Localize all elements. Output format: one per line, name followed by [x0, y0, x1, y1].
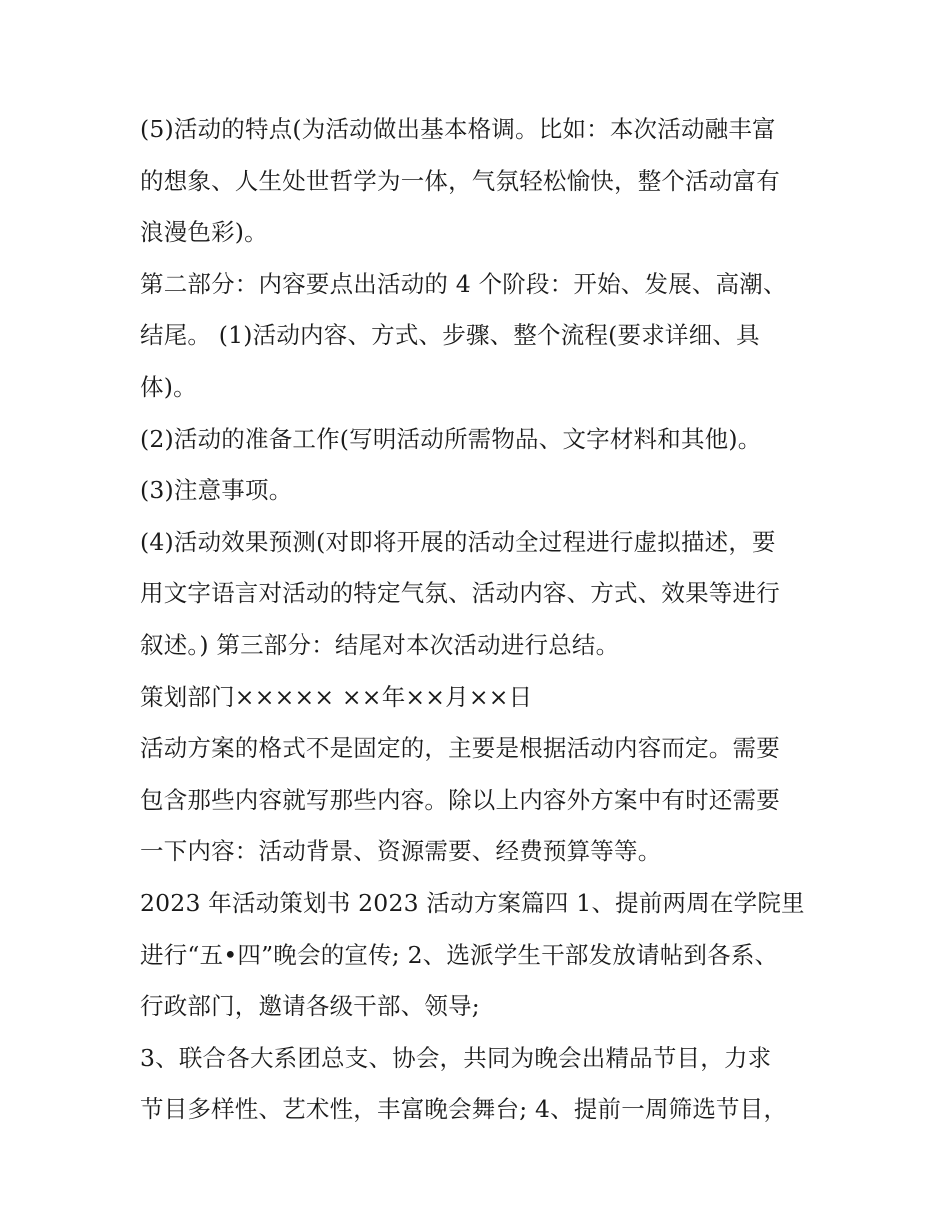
text-line: 行政部门，邀请各级干部、领导; [140, 992, 480, 1021]
text-line: 的想象、人生处世哲学为一体，气氛轻松愉快，整个活动富有 [140, 166, 780, 195]
text-line: 3、联合各大系团总支、协会，共同为晚会出精品节目，力求 [140, 1043, 772, 1072]
text-line: 浪漫色彩)。 [140, 218, 268, 247]
text-line: 结尾。 (1)活动内容、方式、步骤、整个流程(要求详细、具 [140, 321, 760, 350]
text-line: 2023 年活动策划书 2023 活动方案篇四 1、提前两周在学院里 [140, 888, 805, 917]
document-body [140, 104, 820, 1136]
text-line: (5)活动的特点(为活动做出基本格调。比如：本次活动融丰富 [140, 115, 776, 143]
text-line: 进行“五•四”晚会的宣传; 2、选派学生干部发放请帖到各系、 [140, 940, 779, 969]
text-line: 活动方案的格式不是固定的，主要是根据活动内容而定。需要 [140, 734, 780, 763]
text-line: 节目多样性、艺术性，丰富晚会舞台; 4、提前一周筛选节目， [140, 1095, 788, 1124]
text-line: 用文字语言对活动的特定气氛、活动内容、方式、效果等进行 [140, 579, 780, 608]
text-line: 一下内容：活动背景、资源需要、经费预算等等。 [140, 837, 662, 866]
text-line: (2)活动的准备工作(写明活动所需物品、文字材料和其他)。 [140, 424, 762, 453]
text-line: (4)活动效果预测(对即将开展的活动全过程进行虚拟描述，要 [140, 527, 776, 556]
text-line: 包含那些内容就写那些内容。除以上内容外方案中有时还需要 [140, 785, 780, 814]
text-line: 第二部分：内容要点出活动的 4 个阶段：开始、发展、高潮、 [140, 269, 787, 298]
text-line: 叙述。) 第三部分：结尾对本次活动进行总结。 [140, 630, 620, 659]
text-line: (3)注意事项。 [140, 476, 293, 505]
text-line: 体)。 [140, 372, 197, 401]
text-line: 策划部门××××× ××年××月××日 [140, 682, 533, 711]
